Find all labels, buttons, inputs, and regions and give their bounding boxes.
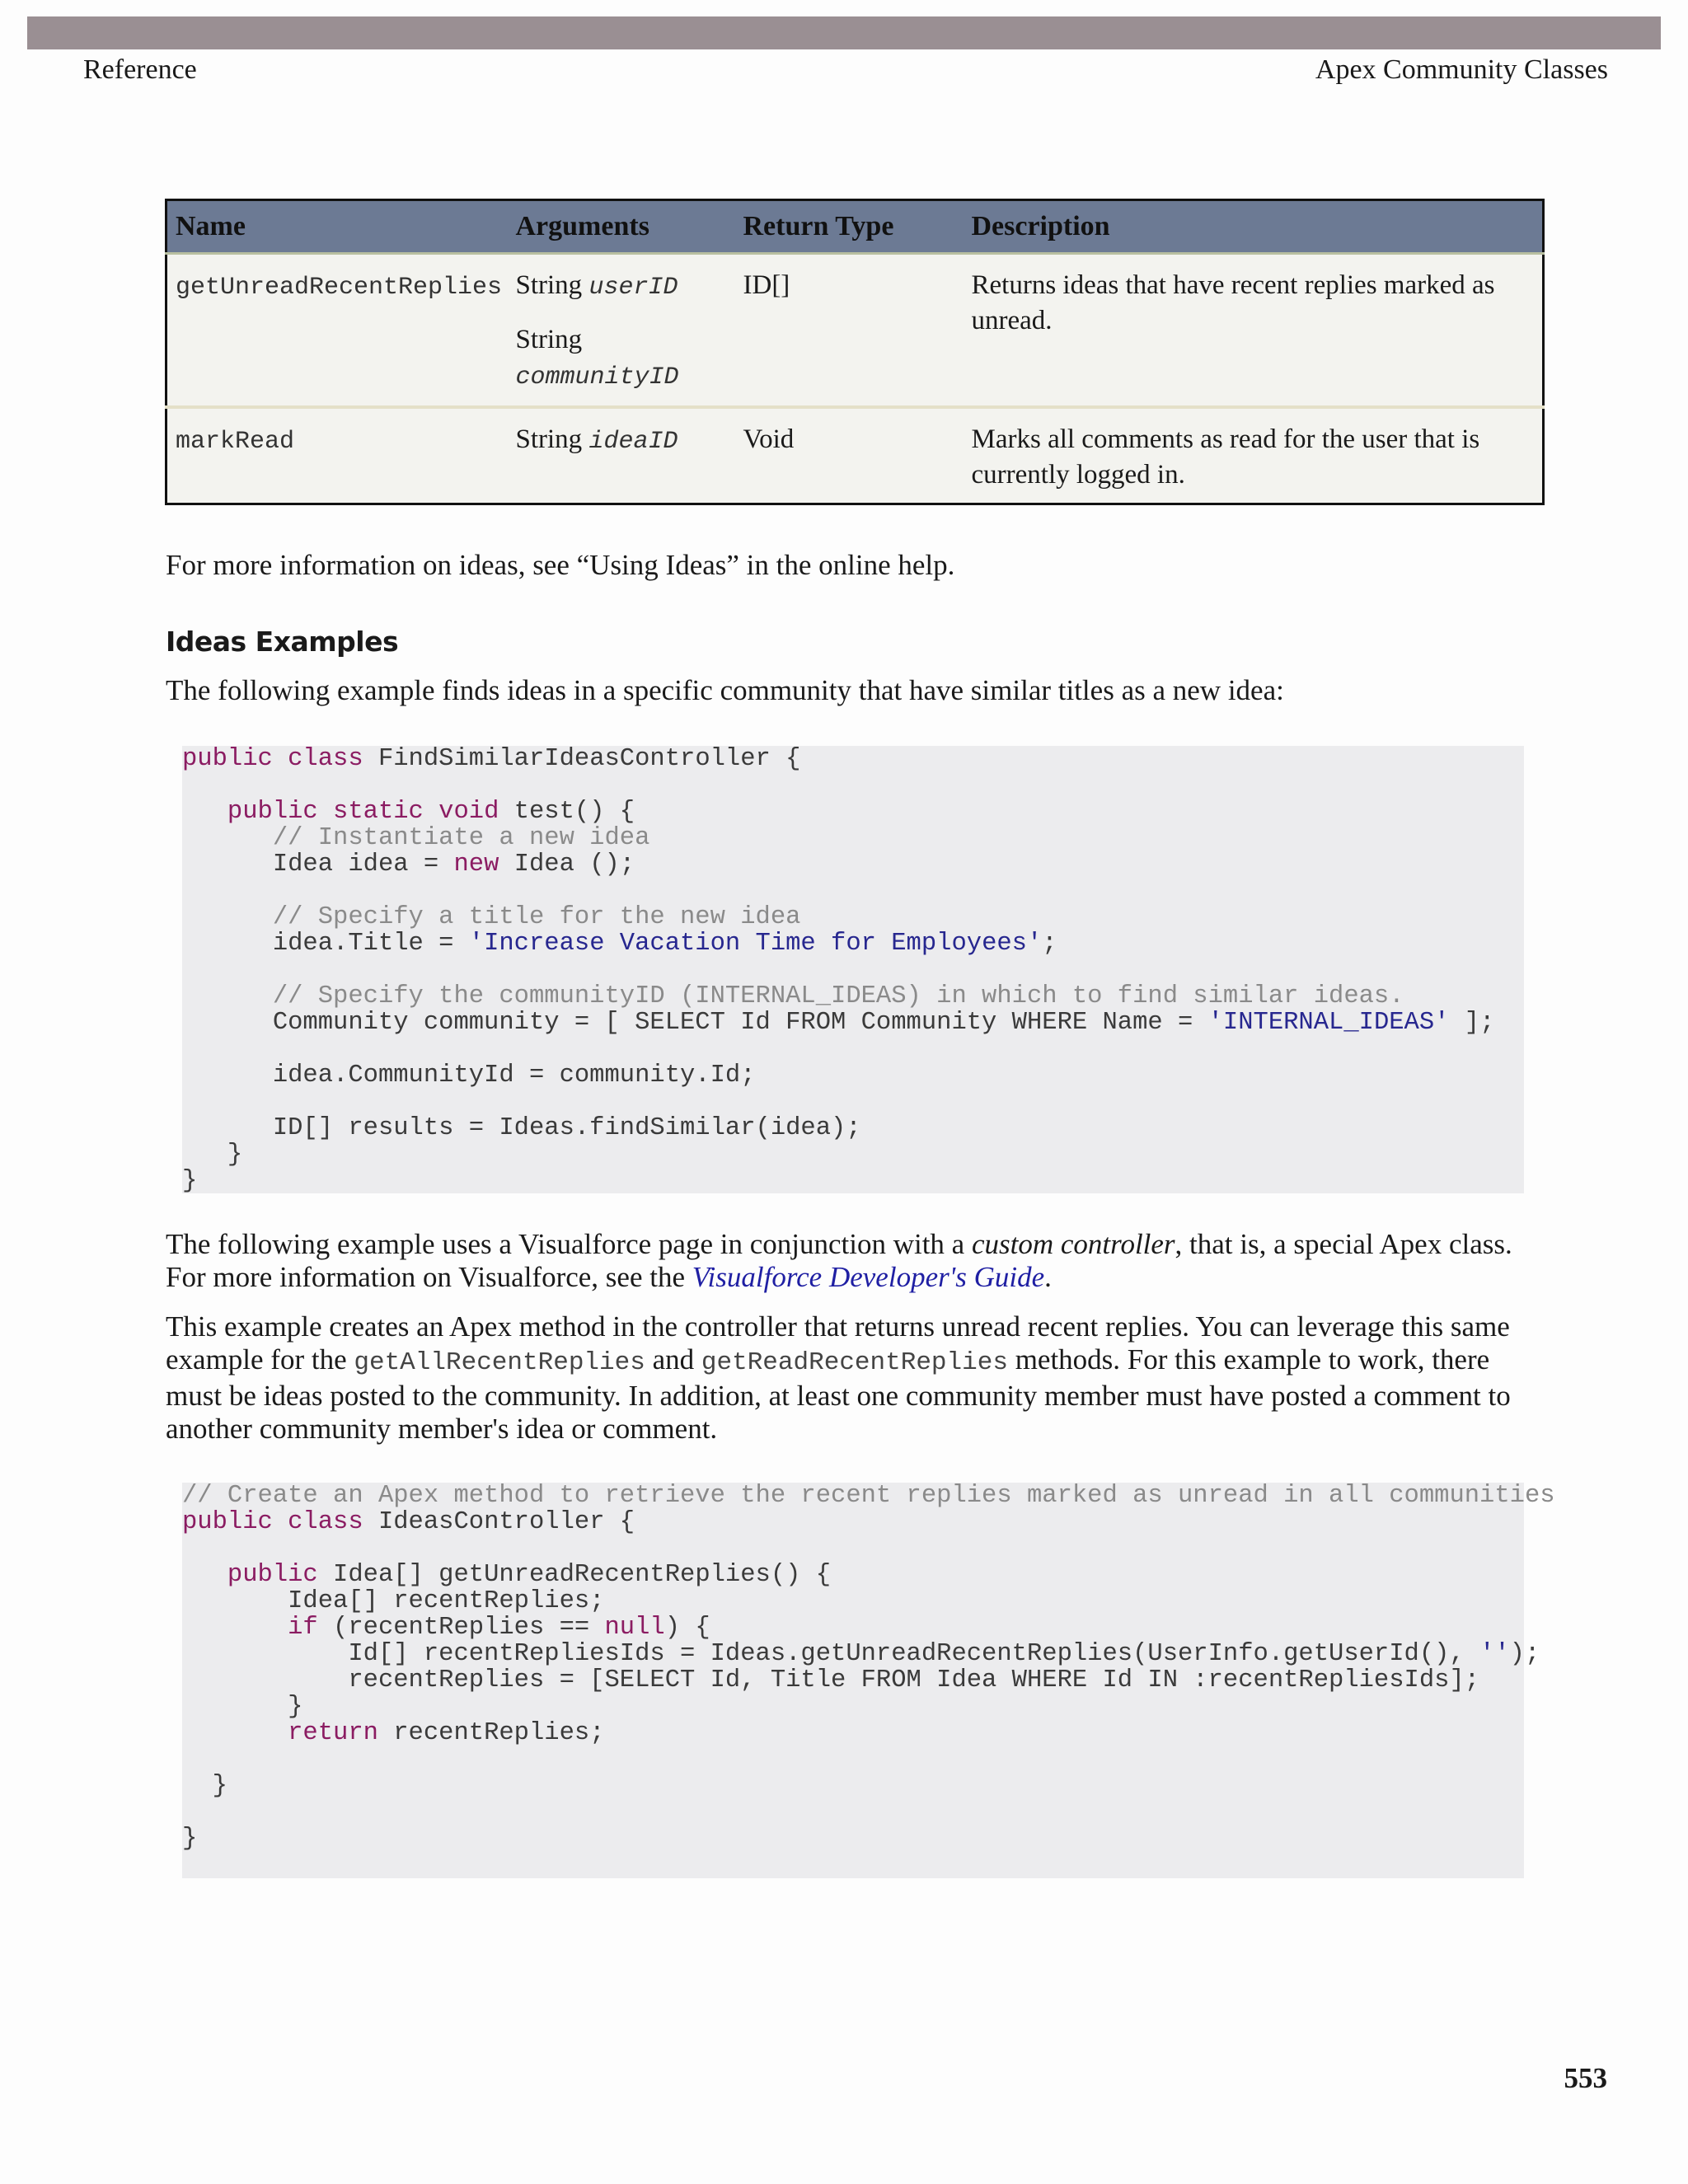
code-line: idea.CommunityId = community.Id; bbox=[182, 1062, 756, 1090]
code-line: public Idea[] getUnreadRecentReplies() { bbox=[227, 1561, 832, 1589]
argument-param: userID bbox=[588, 274, 678, 302]
method-name-cell bbox=[166, 254, 508, 408]
code-line: } bbox=[182, 1825, 198, 1853]
code-line: idea.Title = 'Increase Vacation Time for Employees'; bbox=[182, 930, 1057, 958]
code-line: Community community = [ SELECT Id FROM Community WHERE Name = 'INTERNAL_IDEAS' ]; bbox=[182, 1009, 1495, 1037]
argument-type: String bbox=[515, 325, 583, 354]
column-header: Return Type bbox=[735, 200, 964, 254]
inline-code: getAllRecentReplies bbox=[354, 1348, 645, 1377]
methods-table bbox=[165, 199, 1545, 505]
code-line: // Instantiate a new idea bbox=[182, 824, 650, 852]
argument bbox=[516, 422, 727, 460]
code-text: FindSimilarIdeasController { bbox=[377, 745, 801, 773]
code-line: Id[] recentRepliesIds = Ideas.getUnreadRecentReplies(UserInfo.getUserId(), ''); bbox=[182, 1640, 1540, 1668]
arguments-cell bbox=[508, 407, 735, 504]
argument bbox=[516, 322, 727, 396]
code-line: Idea[] recentReplies; bbox=[182, 1587, 605, 1615]
column-header: Description bbox=[964, 200, 1544, 254]
argument-param: ideaID bbox=[588, 428, 678, 456]
text-run: methods. For this example to work, there must be ideas posted to the community. In addition, at least one community member must have posted a comment to another community member's idea or comment. bbox=[166, 1343, 1511, 1445]
text-run: . bbox=[1044, 1261, 1052, 1293]
visualforce-guide-link[interactable]: Visualforce Developer's Guide bbox=[692, 1261, 1045, 1293]
code-line: recentReplies = [SELECT Id, Title FROM Idea WHERE Id IN :recentRepliesIds]; bbox=[182, 1666, 1480, 1694]
method-name: markRead bbox=[176, 428, 295, 456]
custom-controller-term: custom controller bbox=[971, 1228, 1175, 1260]
code-line: } bbox=[182, 1141, 243, 1169]
argument-type: String bbox=[515, 424, 583, 454]
more-info-paragraph: For more information on ideas, see “Using Ideas” in the online help. bbox=[166, 549, 955, 581]
code-line: } bbox=[182, 1693, 303, 1721]
method-name-cell bbox=[166, 407, 508, 504]
table-header-row bbox=[166, 200, 1544, 254]
code-block-ideas-controller bbox=[182, 1482, 1555, 1878]
code-line: return recentReplies; bbox=[288, 1719, 605, 1747]
code-line: // Specify the communityID (INTERNAL_IDEAS) in which to find similar ideas. bbox=[182, 982, 1404, 1010]
page-number: 553 bbox=[1564, 2062, 1607, 2094]
running-header-section: Reference bbox=[83, 54, 197, 85]
return-type-cell: Void bbox=[735, 407, 964, 504]
code-line: public static void test() { bbox=[227, 798, 635, 826]
code-line: } bbox=[182, 1772, 227, 1800]
description-cell: Returns ideas that have recent replies marked as unread. bbox=[964, 254, 1544, 408]
section-heading: Ideas Examples bbox=[166, 626, 399, 658]
argument bbox=[516, 268, 727, 306]
running-header-chapter: Apex Community Classes bbox=[1315, 54, 1608, 85]
table-row bbox=[166, 407, 1544, 504]
return-type-cell: ID[] bbox=[735, 254, 964, 408]
method-name: getUnreadRecentReplies bbox=[176, 274, 503, 302]
table-row bbox=[166, 254, 1544, 408]
code-line: // Specify a title for the new idea bbox=[182, 903, 801, 931]
code-line: public class FindSimilarIdeasController { bbox=[182, 745, 801, 773]
code-line: // Create an Apex method to retrieve the recent replies marked as unread in all communities bbox=[182, 1482, 1555, 1510]
column-header: Arguments bbox=[508, 200, 735, 254]
argument-type: String bbox=[515, 270, 583, 300]
code-line: } bbox=[182, 1167, 198, 1195]
top-header-bar bbox=[27, 16, 1661, 49]
code-block-find-similar bbox=[182, 746, 1524, 1193]
text-run: The following example uses a Visualforce page in conjunction with a bbox=[166, 1228, 972, 1260]
description-cell: Marks all comments as read for the user that is currently logged in. bbox=[964, 407, 1544, 504]
arguments-cell bbox=[508, 254, 735, 408]
code-line: ID[] results = Ideas.findSimilar(idea); bbox=[182, 1114, 861, 1142]
text-run: , that is, a special Apex class. For more information on Visualforce, see the bbox=[166, 1228, 1512, 1293]
code-line: Idea idea = new Idea (); bbox=[182, 851, 635, 879]
argument-param: communityID bbox=[515, 363, 679, 391]
text-run: and bbox=[645, 1343, 701, 1376]
inline-code: getReadRecentReplies bbox=[701, 1348, 1008, 1377]
text-run: This example creates an Apex method in the controller that returns unread recent replies. You can leverage this same example for the bbox=[166, 1310, 1510, 1376]
code-line: if (recentReplies == null) { bbox=[288, 1614, 710, 1642]
visualforce-paragraph bbox=[166, 1228, 1542, 1294]
code-line: public class IdeasController { bbox=[182, 1508, 635, 1536]
column-header: Name bbox=[166, 200, 508, 254]
example-intro-paragraph: The following example finds ideas in a specific community that have similar titles as a new idea: bbox=[166, 674, 1284, 706]
method-paragraph bbox=[166, 1310, 1542, 1446]
